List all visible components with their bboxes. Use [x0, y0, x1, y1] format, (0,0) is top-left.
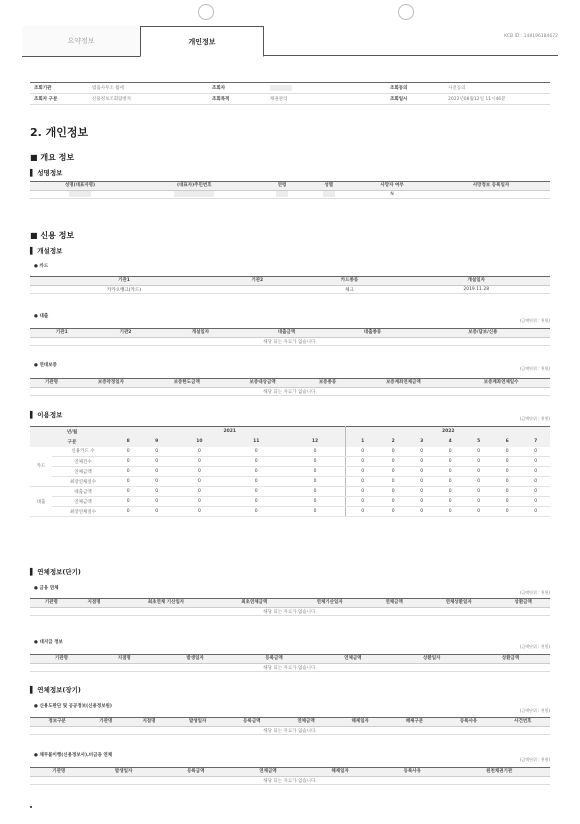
month-header: 4 [436, 437, 464, 447]
col-limit: 보증한도금액 [149, 379, 225, 388]
punch-hole [398, 4, 414, 20]
column-header: 등록금액 [235, 655, 314, 664]
col-loan-amount: 대출금액 [243, 329, 329, 338]
usage-value: 0 [228, 507, 285, 517]
fin-unit: (금액단위 : 천원) [519, 590, 550, 595]
usage-value: 0 [171, 467, 228, 477]
usage-value: 0 [521, 457, 550, 467]
column-header: 연체금액 [313, 655, 392, 664]
column-header: 등록사유 [442, 718, 496, 727]
column-header: 원천채권기관 [448, 768, 550, 777]
column-header: 상환일자 [392, 655, 471, 664]
usage-value: 0 [228, 457, 285, 467]
no-data-message: 해당 되는 자료가 없습니다. [30, 777, 550, 785]
column-header: 발생일자 [171, 718, 225, 727]
usage-value: 0 [493, 457, 521, 467]
column-header: 지점명 [127, 718, 170, 727]
usage-value: 0 [379, 477, 407, 487]
col-age: 연령 [259, 182, 306, 191]
usage-value: 0 [346, 467, 379, 477]
usage-value: 0 [493, 447, 521, 457]
col-death-date: 사망정보 등록일자 [432, 182, 550, 191]
usage-value: 0 [436, 447, 464, 457]
column-header: 사건번호 [496, 718, 550, 727]
card-agency1: 카카오뱅크(카드) [30, 286, 218, 294]
usage-value: 0 [114, 487, 142, 497]
column-header: 기관명 [30, 655, 93, 664]
col-overdue-days: 보증계좌연체일수 [452, 379, 550, 388]
card-table [30, 276, 550, 294]
usage-value: 0 [379, 497, 407, 507]
usage-value: 0 [493, 477, 521, 487]
usage-value: 0 [436, 507, 464, 517]
item-label: 대출금액 [52, 487, 114, 497]
no-data-message: 해당 되는 자료가 없습니다. [30, 608, 550, 616]
month-header: 5 [464, 437, 492, 447]
col-agency2: 기관2 [94, 329, 158, 338]
column-header: 등록사유 [376, 768, 448, 777]
table-row [30, 447, 550, 457]
column-header: 정보구분 [30, 718, 84, 727]
table-row [30, 477, 550, 487]
name-redacted [30, 191, 130, 199]
name-info-heading: ▌ 성명정보 [30, 169, 63, 177]
usage-value: 0 [436, 467, 464, 477]
col-gender: 성별 [305, 182, 352, 191]
col-agency2: 기관2 [218, 277, 296, 286]
table-row [30, 467, 550, 477]
usage-value: 0 [142, 507, 170, 517]
usage-value: 0 [407, 467, 435, 477]
cred-unit: (금액단위 : 천원) [519, 708, 550, 713]
usage-value: 0 [521, 467, 550, 477]
usage-value: 0 [114, 477, 142, 487]
long-overdue-heading: ▌ 연체정보(장기) [30, 686, 81, 694]
month-header: 10 [171, 437, 228, 447]
col-guarantee-type: 보증종류 [301, 379, 355, 388]
guarantee-unit: (금액단위 : 천원) [519, 366, 550, 371]
col-overdue-amount: 보증계좌연체금액 [354, 379, 452, 388]
usage-value: 0 [285, 487, 346, 497]
requester-label: 조회자 [208, 83, 266, 94]
usage-value: 0 [285, 467, 346, 477]
agency-label: 조회기관 [30, 83, 88, 94]
death-date-value [432, 191, 550, 199]
punch-hole [198, 4, 214, 20]
purpose-label: 조회목적 [208, 94, 266, 105]
usage-value: 0 [346, 457, 379, 467]
usage-value: 0 [171, 507, 228, 517]
no-data-message: 해당 되는 자료가 없습니다. [30, 388, 550, 396]
usage-value: 0 [407, 447, 435, 457]
usage-value: 0 [285, 497, 346, 507]
column-header: 해제일자 [333, 718, 387, 727]
usage-value: 0 [346, 447, 379, 457]
gender-redacted [305, 191, 352, 199]
group-label: 카드 [30, 447, 52, 487]
usage-value: 0 [464, 447, 492, 457]
prepay-table [30, 654, 550, 672]
rrn-redacted [130, 191, 259, 199]
short-overdue-heading: ▌ 연체정보(단기) [30, 568, 81, 576]
month-header: 3 [407, 437, 435, 447]
usage-value: 0 [285, 447, 346, 457]
usage-value: 0 [171, 477, 228, 487]
column-header: 상환금액 [471, 655, 550, 664]
column-header: 최초연체금액 [217, 599, 292, 608]
usage-value: 0 [142, 467, 170, 477]
col-open-date: 개설일자 [157, 329, 243, 338]
col-rrn: (대표자)주민번호 [130, 182, 259, 191]
month-header: 9 [142, 437, 170, 447]
usage-value: 0 [142, 487, 170, 497]
date-value: 사전동의 [444, 83, 550, 94]
usage-value: 0 [142, 497, 170, 507]
usage-value: 0 [464, 507, 492, 517]
usage-value: 0 [171, 497, 228, 507]
no-data-message: 해당 되는 자료가 없습니다. [30, 664, 550, 672]
column-header: 연체금액 [279, 718, 333, 727]
guarantee-label: ● 연대보증 [34, 363, 57, 368]
usage-value: 0 [114, 467, 142, 477]
usage-value: 0 [521, 447, 550, 457]
fin-overdue-table [30, 598, 550, 616]
column-header: 연체금액 [367, 599, 421, 608]
item-label: 최장연체일수 [52, 477, 114, 487]
usage-value: 0 [407, 477, 435, 487]
year-2022: 2022 [346, 427, 550, 437]
column-header: 지점명 [73, 599, 116, 608]
usage-value: 0 [493, 467, 521, 477]
usage-value: 0 [228, 467, 285, 477]
usage-value: 0 [114, 497, 142, 507]
usage-value: 0 [379, 447, 407, 457]
fin-overdue-label: ● 금융 연체 [34, 586, 59, 591]
usage-value: 0 [171, 447, 228, 457]
age-redacted [259, 191, 306, 199]
col-open-date: 개설일자 [402, 277, 550, 286]
usage-value: 0 [379, 487, 407, 497]
prepay-label: ● 대지급 정보 [34, 640, 63, 645]
loan-table [30, 328, 550, 346]
col-agency1: 기관1 [30, 329, 94, 338]
usage-value: 0 [346, 487, 379, 497]
usage-value: 0 [142, 447, 170, 457]
usage-value: 0 [114, 457, 142, 467]
column-header: 연체상환일자 [421, 599, 496, 608]
card-agency2 [218, 286, 296, 294]
column-header: 연체기산일자 [292, 599, 367, 608]
purpose-value: 채권관리 [266, 94, 386, 105]
usage-value: 0 [346, 477, 379, 487]
item-label: 신용카드 수 [52, 447, 114, 457]
month-header: 6 [493, 437, 521, 447]
time-label: 조회일시 [386, 94, 444, 105]
column-header: 기관명 [30, 599, 73, 608]
usage-table [30, 426, 550, 517]
type-label: 조회자 구분 [30, 94, 88, 105]
cred-table [30, 717, 550, 735]
usage-value: 0 [521, 487, 550, 497]
inquiry-info-table [30, 82, 550, 105]
column-header: 해제구분 [387, 718, 441, 727]
overview-heading: ■ 개요 정보 [30, 153, 75, 162]
date-label: 조회동의 [386, 83, 444, 94]
column-header: 기관명 [30, 768, 88, 777]
no-data-message: 해당 되는 자료가 없습니다. [30, 338, 550, 346]
name-info-table [30, 181, 550, 199]
column-header: 발생일자 [88, 768, 160, 777]
guarantee-table [30, 378, 550, 396]
usage-value: 0 [521, 477, 550, 487]
usage-value: 0 [493, 507, 521, 517]
column-header: 지점명 [93, 655, 156, 664]
col-guarantee-type: 보증/담보/신용 [416, 329, 550, 338]
table-row [30, 457, 550, 467]
usage-value: 0 [142, 457, 170, 467]
table-row [30, 507, 550, 517]
usage-value: 0 [228, 447, 285, 457]
item-label: 최장연체일수 [52, 507, 114, 517]
usage-value: 0 [285, 477, 346, 487]
opening-info-heading: ▌ 개설정보 [30, 247, 63, 255]
debt-label: ● 채무불이행(신용정보사),비금융 연체 [34, 753, 113, 758]
column-header: 최초연체 기산일자 [115, 599, 216, 608]
usage-value: 0 [521, 507, 550, 517]
card-open-date: 2019.11.28 [402, 286, 550, 294]
col-contract-date: 보증약정일자 [73, 379, 149, 388]
month-header: 2 [379, 437, 407, 447]
tab-bar [22, 26, 558, 56]
column-header: 연체금액 [232, 768, 304, 777]
usage-value: 0 [464, 497, 492, 507]
usage-value: 0 [285, 457, 346, 467]
credit-heading: ■ 신용 정보 [30, 231, 75, 240]
usage-value: 0 [379, 457, 407, 467]
col-death: 사망자 여부 [352, 182, 432, 191]
col-year-month-label: 년/월 [30, 427, 114, 437]
usage-heading: ▌ 이용정보 [30, 411, 63, 419]
usage-value: 0 [493, 487, 521, 497]
usage-value: 0 [379, 467, 407, 477]
usage-value: 0 [407, 487, 435, 497]
month-header: 1 [346, 437, 379, 447]
cred-label: ● 신용도판단 및 공공정보(신용정보원) [34, 704, 112, 709]
usage-value: 0 [228, 497, 285, 507]
table-row [30, 487, 550, 497]
col-target-amount: 보증대상금액 [225, 379, 301, 388]
column-header: 기관명 [84, 718, 127, 727]
usage-value: 0 [407, 457, 435, 467]
usage-value: 0 [436, 487, 464, 497]
month-header: 11 [228, 437, 285, 447]
col-loan-type: 대출종류 [330, 329, 416, 338]
kcb-id: KCB ID : 148196184672 [504, 34, 558, 39]
tab-summary[interactable]: 요약정보 [22, 26, 140, 57]
month-header: 7 [521, 437, 550, 447]
death-value: N [352, 191, 432, 199]
usage-value: 0 [114, 507, 142, 517]
usage-value: 0 [464, 457, 492, 467]
usage-unit: (금액단위 : 천원) [519, 416, 550, 421]
loan-unit: (금액단위 : 천원) [519, 318, 550, 323]
usage-value: 0 [436, 497, 464, 507]
column-header: 해제일자 [304, 768, 376, 777]
item-label: 연체금액 [52, 497, 114, 507]
item-label: 연체건수 [52, 457, 114, 467]
type-value: 신용정보조회탐방자 [88, 94, 208, 105]
usage-value: 0 [493, 497, 521, 507]
table-row [30, 497, 550, 507]
usage-value: 0 [436, 457, 464, 467]
col-name: 성명(대표자명) [30, 182, 130, 191]
time-value: 2022년08월12일 11시46분 [444, 94, 550, 105]
usage-value: 0 [142, 477, 170, 487]
column-header: 상환금액 [496, 599, 550, 608]
debt-table [30, 767, 550, 785]
month-header: 8 [114, 437, 142, 447]
col-agency1: 기관1 [30, 277, 218, 286]
prepay-unit: (금액단위 : 천원) [519, 644, 550, 649]
usage-value: 0 [346, 497, 379, 507]
row-category-label: 구분 [30, 437, 114, 447]
usage-value: 0 [171, 487, 228, 497]
no-data-message: 해당 되는 자료가 없습니다. [30, 727, 550, 735]
item-label: 연체금액 [52, 467, 114, 477]
usage-value: 0 [464, 487, 492, 497]
usage-value: 0 [228, 477, 285, 487]
card-type: 체크 [296, 286, 402, 294]
usage-value: 0 [464, 477, 492, 487]
column-header: 등록금액 [225, 718, 279, 727]
usage-value: 0 [379, 507, 407, 517]
col-agency: 기관명 [30, 379, 73, 388]
column-header: 발생일자 [156, 655, 235, 664]
year-2021: 2021 [114, 427, 346, 437]
usage-value: 0 [464, 467, 492, 477]
usage-value: 0 [407, 507, 435, 517]
tab-personal[interactable]: 개인정보 [140, 26, 264, 57]
loan-label: ● 대출 [34, 314, 49, 319]
group-label: 대출 [30, 487, 52, 517]
usage-value: 0 [171, 457, 228, 467]
usage-value: 0 [285, 507, 346, 517]
debt-unit: (금액단위 : 천원) [519, 757, 550, 762]
month-header: 12 [285, 437, 346, 447]
page-mark [30, 806, 32, 808]
usage-value: 0 [521, 497, 550, 507]
usage-value: 0 [436, 477, 464, 487]
page-title: 2. 개인정보 [30, 126, 89, 139]
column-header: 등록금액 [160, 768, 232, 777]
usage-value: 0 [346, 507, 379, 517]
usage-value: 0 [407, 497, 435, 507]
usage-value: 0 [228, 487, 285, 497]
usage-value: 0 [114, 447, 142, 457]
requester-value-redacted [266, 83, 386, 94]
card-label: ● 카드 [34, 264, 49, 269]
agency-value: 법률사무소 월애 [88, 83, 208, 94]
col-card-type: 카드종류 [296, 277, 402, 286]
